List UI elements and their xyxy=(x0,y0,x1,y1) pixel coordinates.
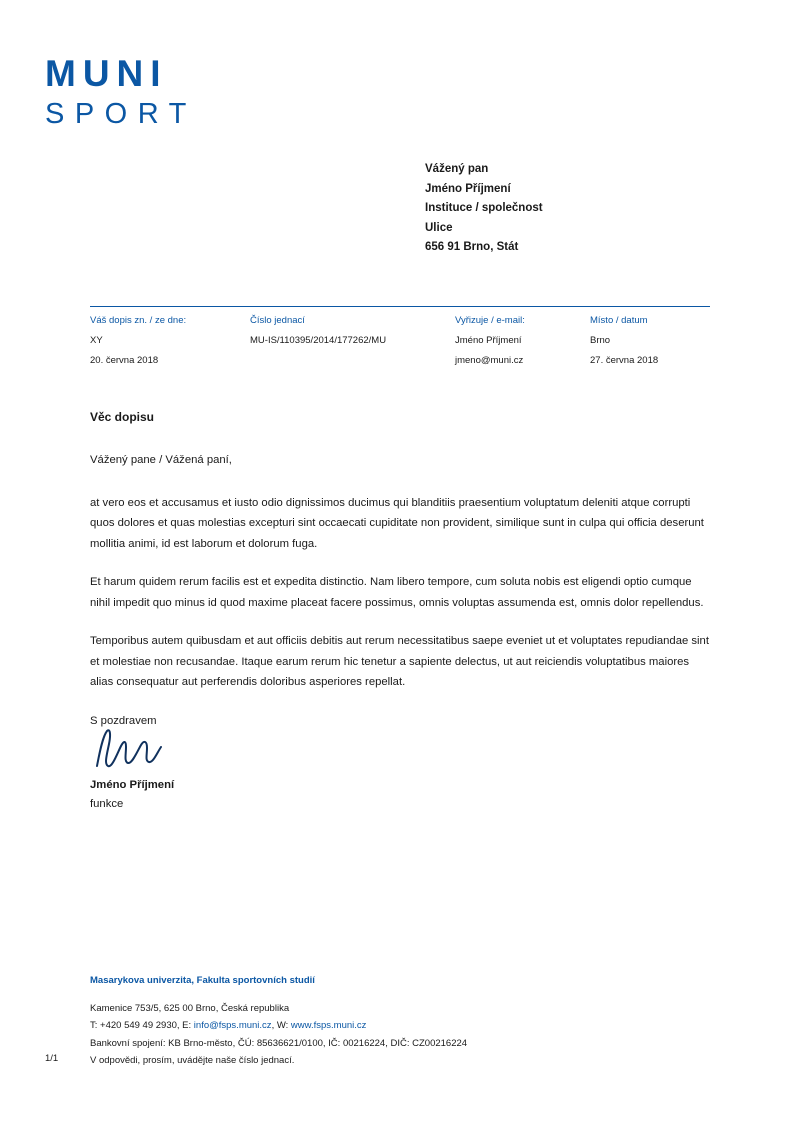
recipient-line-2: Jméno Příjmení xyxy=(425,182,511,195)
footer-organization: Masarykova univerzita, Fakulta sportovních studií xyxy=(90,975,315,986)
page-footer xyxy=(90,972,714,1070)
reference-value-your-letter-ref: XY xyxy=(90,335,103,346)
reference-label-file-number: Číslo jednací xyxy=(250,315,305,326)
reference-label-handler: Vyřizuje / e-mail: xyxy=(455,315,525,326)
signer-role: funkce xyxy=(90,798,124,810)
footer-contact-mid: , W: xyxy=(271,1020,291,1031)
muni-sport-logo xyxy=(45,55,197,129)
reference-label-your-letter: Váš dopis zn. / ze dne: xyxy=(90,315,187,326)
letter-paragraph-2: Et harum quidem rerum facilis est et expedita distinctio. Nam libero tempore, cum soluta nobis est eligendi optio cumque nihil impedit quo minus id quod maxime placeat facere possimus, omnis voluptas assumenda est, omnis dolor repellendus. xyxy=(90,576,704,609)
footer-web-link[interactable]: www.fsps.muni.cz xyxy=(290,1020,367,1031)
reference-value-handler-email: jmeno@muni.cz xyxy=(455,355,524,366)
reference-value-date: 27. června 2018 xyxy=(590,355,659,366)
recipient-line-3: Instituce / společnost xyxy=(425,202,543,214)
reference-column-file-number xyxy=(250,311,386,351)
footer-bank-details: Bankovní spojení: KB Brno-město, ČÚ: 85636621/0100, IČ: 00216224, DIČ: CZ00216224 xyxy=(90,1037,468,1049)
reference-column-place-date xyxy=(590,311,658,371)
reference-row xyxy=(90,311,710,373)
recipient-line-1: Vážený pan xyxy=(425,163,489,175)
letter-paragraph-1: at vero eos et accusamus et iusto odio dignissimos ducimus qui blanditiis praesentium voluptatum deleniti atque corrupti quos dolores et quas molestias excepturi sint occaecati cupiditate non provident, similique sunt in culpa qui officia deserunt mollitia animi, id est laborum et dolorum fuga. xyxy=(90,496,704,550)
footer-note: V odpovědi, prosím, uvádějte naše číslo jednací. xyxy=(90,1055,295,1066)
reference-value-your-letter-date: 20. června 2018 xyxy=(90,355,159,366)
reference-column-handler xyxy=(455,311,525,371)
footer-contact xyxy=(90,1017,714,1035)
recipient-line-4: Ulice xyxy=(425,221,453,234)
letter-salutation: Vážený pane / Vážená paní, xyxy=(90,454,232,466)
recipient-address-block xyxy=(425,160,543,258)
signature-mark xyxy=(93,728,183,770)
footer-contact-prefix: T: +420 549 49 2930, E: xyxy=(90,1020,194,1031)
reference-column-your-letter xyxy=(90,311,186,371)
reference-label-place-date: Místo / datum xyxy=(590,315,648,326)
logo-line-sport: SPORT xyxy=(45,98,197,130)
page-number: 1/1 xyxy=(45,1053,59,1064)
reference-value-handler-name: Jméno Příjmení xyxy=(455,335,522,346)
recipient-line-5: 656 91 Brno, Stát xyxy=(425,241,519,253)
reference-value-place: Brno xyxy=(590,335,611,346)
letter-body xyxy=(90,450,714,731)
reference-divider xyxy=(90,306,710,307)
reference-value-file-number: MU-IS/110395/2014/177262/MU xyxy=(250,335,387,346)
footer-email-link[interactable]: info@fsps.muni.cz xyxy=(193,1020,272,1031)
logo-line-muni: MUNI xyxy=(45,53,168,94)
letter-subject: Věc dopisu xyxy=(90,410,155,424)
letter-paragraph-3: Temporibus autem quibusdam et aut officiis debitis aut rerum necessitatibus saepe eveniet ut et voluptates repudiandae sint et molestiae non recusandae. Itaque earum rerum hic tenetur a sapiente delectus, ut aut reiciendis voluptatibus maiores alias consequatur aut perferendis doloribus asperiores repellat. xyxy=(90,635,709,688)
signer-name: Jméno Příjmení xyxy=(90,779,175,791)
footer-address: Kamenice 753/5, 625 00 Brno, Česká republika xyxy=(90,1002,290,1014)
letter-closing: S pozdravem xyxy=(90,714,157,727)
